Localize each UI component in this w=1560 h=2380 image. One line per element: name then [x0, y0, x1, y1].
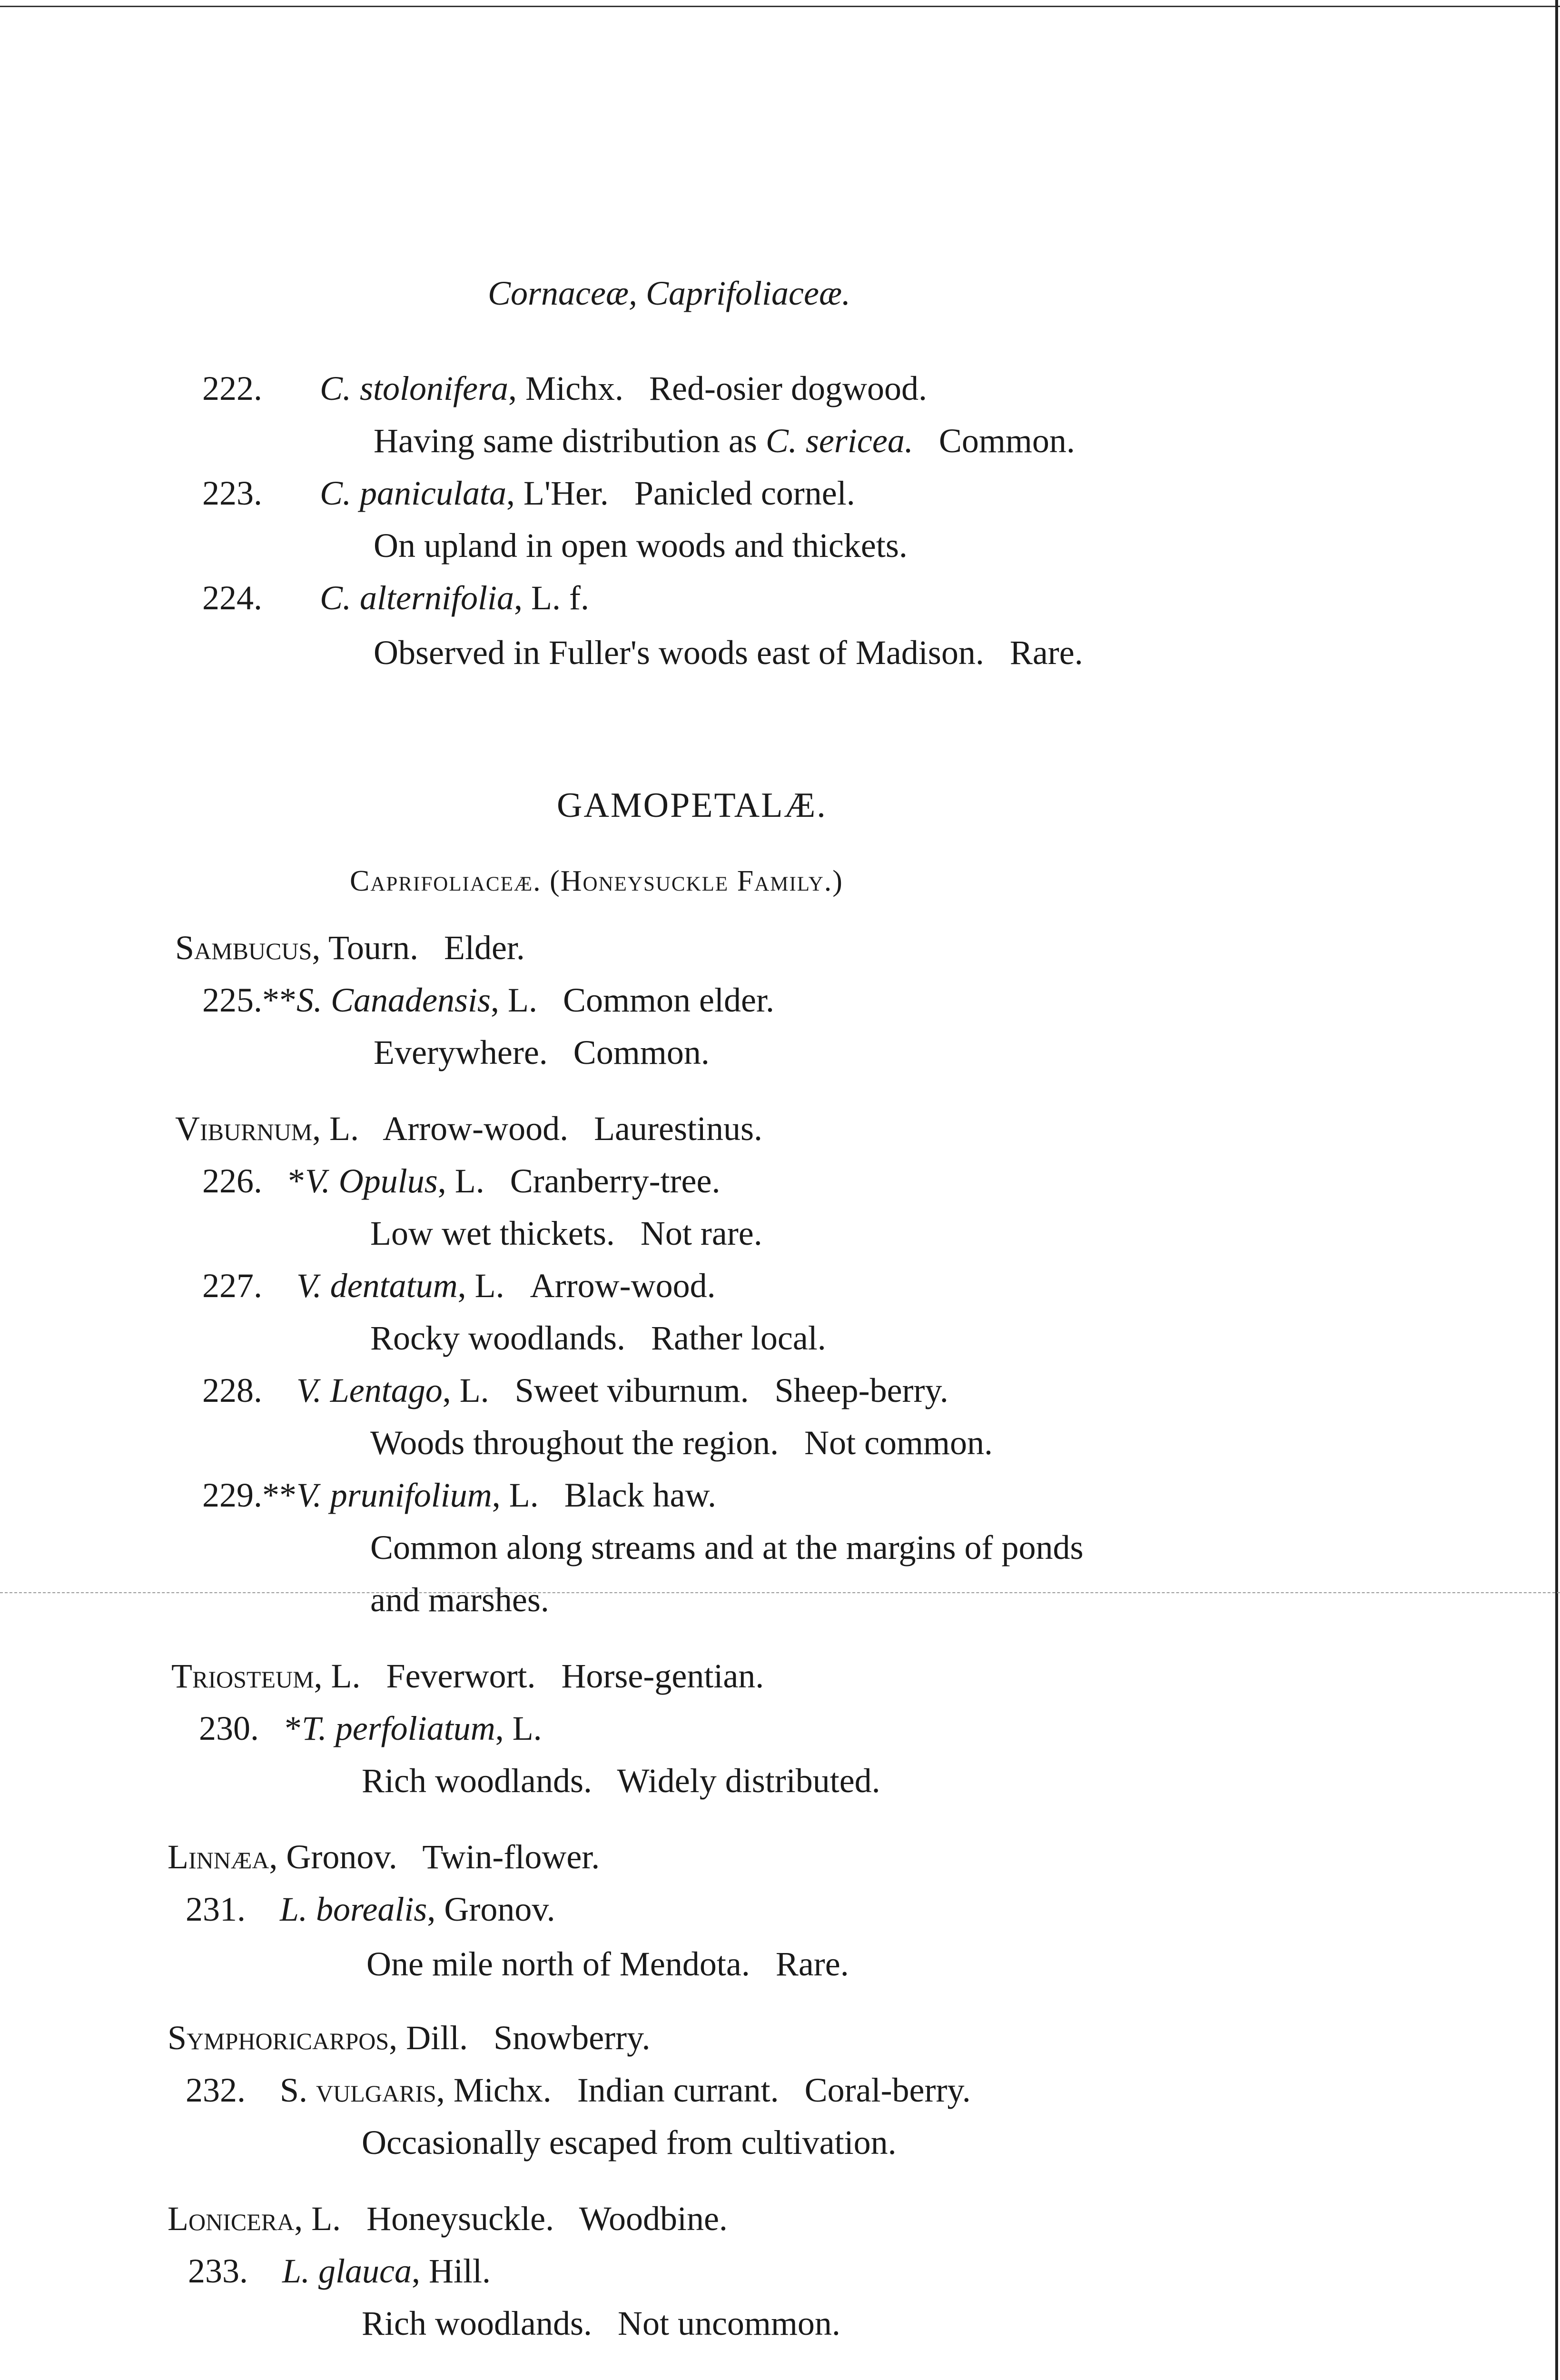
common-name: Cranberry-tree.	[510, 1162, 721, 1200]
genus-heading	[168, 2021, 650, 2055]
genus-heading	[175, 1111, 762, 1146]
common-name: Sweet viburnum. Sheep-berry.	[514, 1371, 948, 1409]
entry-number: 231.	[186, 1890, 246, 1928]
entry-number: 227.	[202, 1267, 262, 1305]
entry-number: 222.	[202, 369, 262, 407]
entry-number: 225.**	[202, 981, 296, 1019]
genus-name: Lonicera	[168, 2200, 295, 2238]
description-text: Having same distribution as	[374, 422, 766, 460]
native-mark: *	[285, 1709, 302, 1747]
genus-details: , Dill. Snowberry.	[389, 2019, 651, 2057]
species-line	[320, 476, 855, 510]
species-line	[186, 1892, 555, 1926]
common-name: Panicled cornel.	[634, 474, 855, 512]
species-description: Common along streams and at the margins of ponds	[370, 1528, 1084, 1567]
native-mark: *	[288, 1162, 305, 1200]
scan-fold-line	[0, 1592, 1560, 1593]
frequency: Common.	[938, 422, 1075, 460]
species-description: Woods throughout the region. Not common.	[370, 1424, 993, 1462]
species-line	[186, 2073, 971, 2107]
species-description: Everywhere. Common.	[374, 1033, 710, 1071]
species-line	[188, 2254, 491, 2288]
genus-details: , L. Arrow-wood. Laurestinus.	[312, 1110, 762, 1148]
species-line	[199, 1711, 542, 1745]
species-name: L. borealis	[280, 1890, 427, 1928]
species-author: , L. f.	[514, 579, 589, 617]
species-description	[374, 424, 1075, 458]
species-description: Low wet thickets. Not rare.	[370, 1214, 762, 1252]
genus-details: , Tourn. Elder.	[312, 929, 525, 967]
species-description: Occasionally escaped from cultivation.	[362, 2123, 897, 2162]
species-name: C. alternifolia	[320, 579, 514, 617]
species-author: , Hill.	[412, 2252, 491, 2290]
entry-number: 230.	[199, 1709, 259, 1747]
genus-name: Linnæa	[168, 1838, 269, 1876]
species-name: S. Canadensis	[296, 981, 491, 1019]
genus-heading	[168, 1840, 600, 1874]
species-description: Rocky woodlands. Rather local.	[370, 1319, 826, 1357]
genus-heading	[168, 2202, 728, 2236]
genus-name: Sambucus	[175, 929, 312, 967]
running-header: Cornaceæ, Caprifoliaceæ.	[488, 274, 850, 312]
common-name: Arrow-wood.	[530, 1267, 716, 1305]
species-author: , L.	[457, 1267, 504, 1305]
species-name: V. Opulus	[305, 1162, 438, 1200]
entry-number: 226.	[202, 1162, 262, 1200]
species-name: V. prunifolium	[296, 1476, 492, 1514]
section-title: GAMOPETALÆ.	[557, 786, 827, 825]
common-name: Black haw.	[564, 1476, 716, 1514]
species-name: C. stolonifera	[320, 369, 509, 407]
species-description-cont: and marshes.	[370, 1581, 549, 1619]
species-description: Rich woodlands. Widely distributed.	[362, 1762, 880, 1800]
entry-number: 223.	[202, 474, 262, 512]
species-name: C. paniculata	[320, 474, 506, 512]
species-author: , L.	[437, 1162, 484, 1200]
common-name: Common elder.	[563, 981, 774, 1019]
species-line	[202, 1373, 948, 1408]
common-name: Indian currant. Coral-berry.	[577, 2071, 971, 2109]
species-description	[374, 635, 1083, 670]
species-name: V. Lentago	[296, 1371, 443, 1409]
species-author: , L.	[492, 1476, 539, 1514]
common-name: Red-osier dogwood.	[649, 369, 927, 407]
species-author: , Michx.	[436, 2071, 552, 2109]
genus-details: , L. Honeysuckle. Woodbine.	[294, 2200, 728, 2238]
frequency: Rare.	[1009, 634, 1083, 672]
species-description: One mile north of Mendota. Rare.	[366, 1945, 849, 1983]
species-author: , L.	[442, 1371, 489, 1409]
entry-number: 232.	[186, 2071, 246, 2109]
genus-details: , Gronov. Twin-flower.	[269, 1838, 600, 1876]
species-line	[202, 1164, 720, 1198]
genus-name: Viburnum	[175, 1110, 313, 1148]
genus-name: Triosteum	[171, 1657, 314, 1695]
species-author: , L'Her.	[506, 474, 609, 512]
species-author: , Michx.	[508, 369, 624, 407]
top-border	[0, 6, 1560, 7]
species-name: T. perfoliatum	[302, 1709, 495, 1747]
genus-heading	[171, 1659, 764, 1693]
description-italic: C. sericea.	[765, 422, 913, 460]
species-author: , L.	[491, 981, 538, 1019]
right-border	[1555, 0, 1558, 2380]
description-text: Observed in Fuller's woods east of Madison.	[374, 634, 984, 672]
species-line	[202, 1269, 716, 1303]
entry-number: 228.	[202, 1371, 262, 1409]
species-line	[320, 581, 589, 615]
species-description: Rich woodlands. Not uncommon.	[362, 2304, 840, 2342]
entry-number: 224.	[202, 579, 262, 617]
species-author: , L.	[495, 1709, 542, 1747]
species-name: V. dentatum	[296, 1267, 458, 1305]
species-name: S. vulgaris	[280, 2071, 436, 2109]
entry-number: 233.	[188, 2252, 248, 2290]
species-author: , Gronov.	[427, 1890, 555, 1928]
genus-heading	[175, 931, 525, 965]
species-line	[202, 1478, 716, 1512]
species-line	[202, 983, 774, 1017]
species-description: On upland in open woods and thickets.	[374, 526, 908, 565]
species-name: L. glauca	[282, 2252, 412, 2290]
genus-name: Symphoricarpos	[168, 2019, 389, 2057]
species-line	[320, 371, 927, 406]
genus-details: , L. Feverwort. Horse-gentian.	[314, 1657, 764, 1695]
family-title: Caprifoliaceæ. (Honeysuckle Family.)	[350, 865, 843, 897]
entry-number: 229.**	[202, 1476, 296, 1514]
